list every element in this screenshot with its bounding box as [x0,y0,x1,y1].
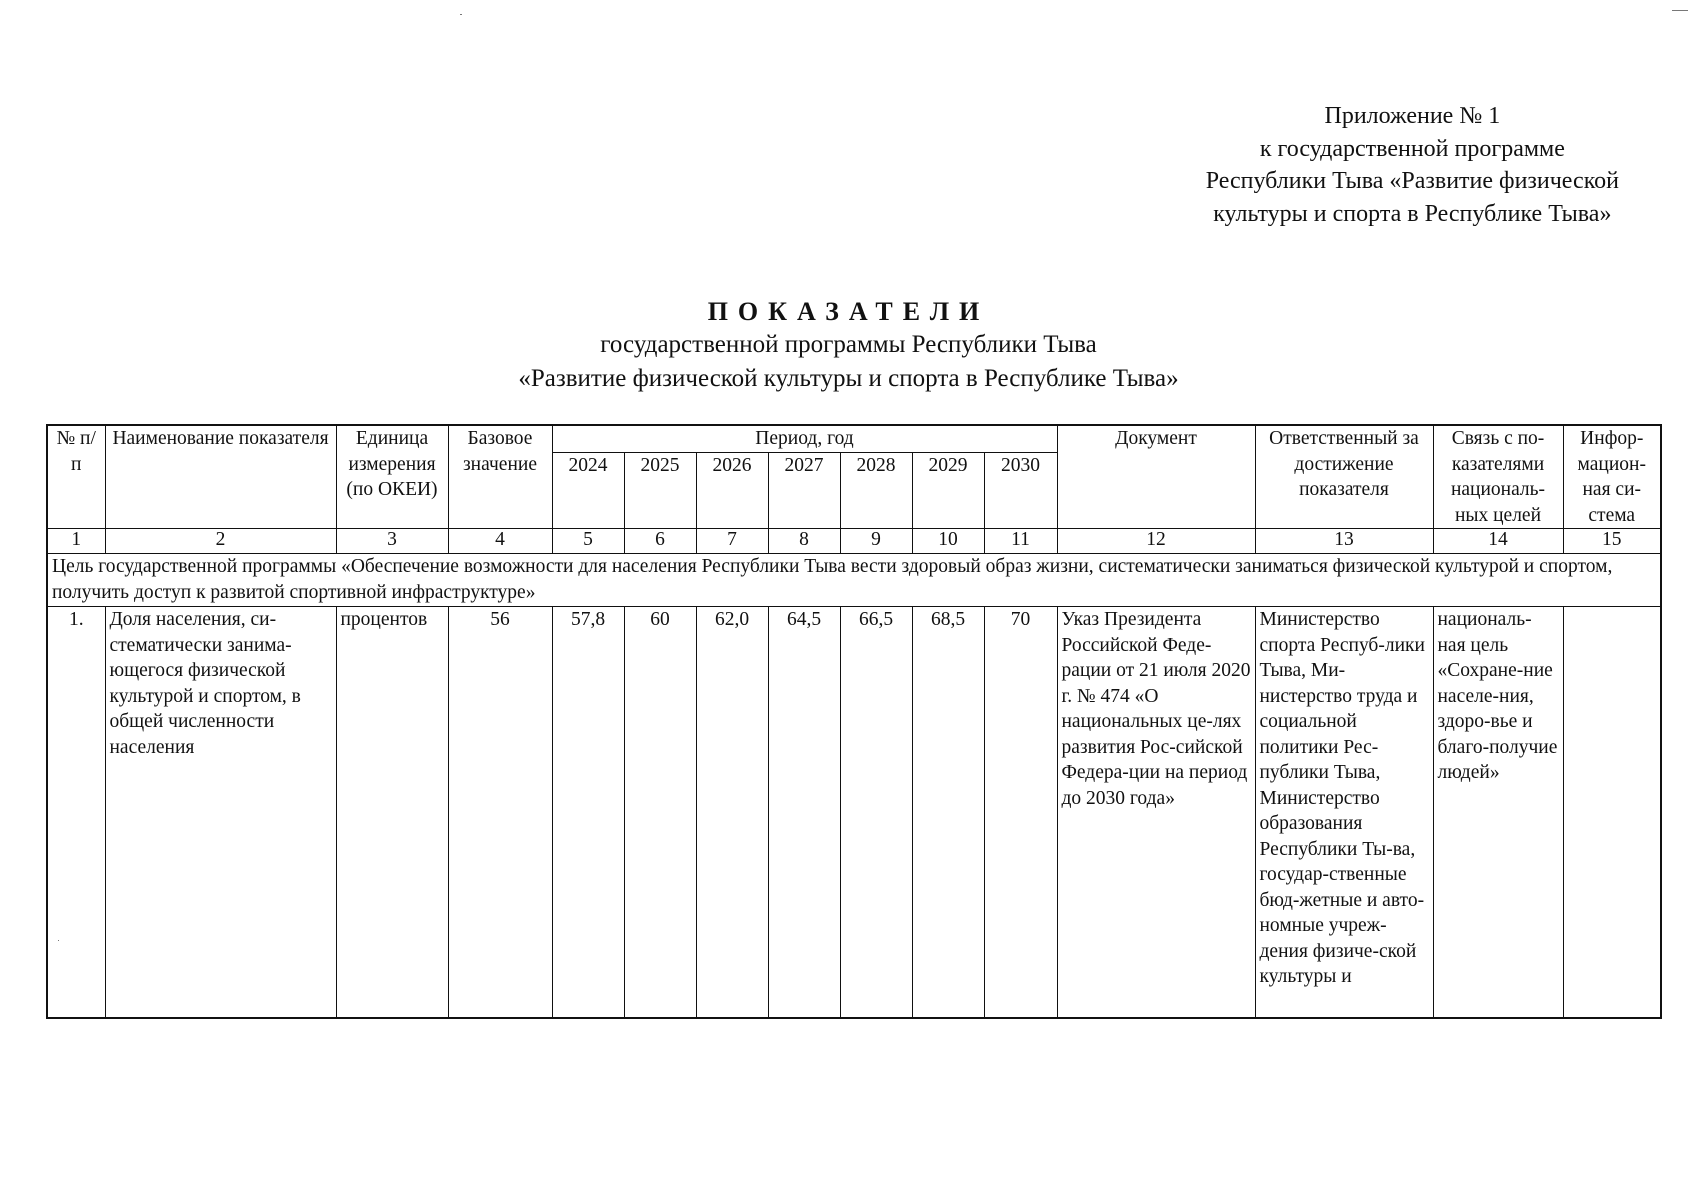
appendix-block [1206,100,1619,230]
header-year: 2025 [624,453,696,529]
program-goal: Цель государственной программы «Обеспечение возможности для населения Республики Тыва вести здоровый образ жизни, систематически заниматься физической культурой и спортом, получить доступ к развитой спортивной инфраструктуре» [47,554,1661,607]
appendix-line-1: Приложение № 1 [1324,103,1501,129]
col-number: 15 [1563,529,1661,554]
row-name: Доля населения, си-стематически занима-ющегося физической культурой и спортом, в общей численности населения [105,607,336,1019]
page-subtitle-2: «Развитие физической культуры и спорта в Республике Тыва» [518,365,1179,392]
header-year: 2024 [552,453,624,529]
col-number: 10 [912,529,984,554]
row-value-2026: 62,0 [696,607,768,1019]
header-num: № п/п [47,425,105,529]
row-value-2025: 60 [624,607,696,1019]
page-subtitle-1: государственной программы Республики Тыва [600,331,1097,358]
header-link: Связь с по-казателями националь-ных целей [1433,425,1563,529]
column-number-row [47,529,1661,554]
appendix-line-2: к государственной программе [1259,135,1565,162]
row-unit: процентов [336,607,448,1019]
col-number: 2 [105,529,336,554]
header-year: 2028 [840,453,912,529]
row-national-goal-link: националь-ная цель «Сохране-ние населе-ния, здоро-вье и благо-получие людей» [1433,607,1563,1019]
col-number: 9 [840,529,912,554]
col-number: 3 [336,529,448,554]
appendix-line-4: культуры и спорта в Республике Тыва» [1213,200,1612,227]
row-document: Указ Президента Российской Феде-рации от 21 июля 2020 г. № 474 «О национальных це-лях развития Рос-сийской Федера-ции на период до 2030 года» [1057,607,1255,1019]
col-number: 7 [696,529,768,554]
row-info-system [1563,607,1661,1019]
title-block [0,296,1697,396]
row-base: 56 [448,607,552,1019]
col-number: 6 [624,529,696,554]
table-row [47,607,1661,1019]
header-unit: Единица измерения (по ОКЕИ) [336,425,448,529]
goal-row [47,554,1661,607]
header-year: 2029 [912,453,984,529]
col-number: 8 [768,529,840,554]
col-number: 12 [1057,529,1255,554]
header-base: Базовое значение [448,425,552,529]
col-number: 5 [552,529,624,554]
header-name: Наименование показателя [105,425,336,529]
scan-speck [58,940,59,941]
row-value-2029: 68,5 [912,607,984,1019]
row-value-2030: 70 [984,607,1057,1019]
header-year: 2026 [696,453,768,529]
indicators-table [46,424,1662,1019]
col-number: 11 [984,529,1057,554]
header-row-1 [47,425,1661,453]
col-number: 13 [1255,529,1433,554]
col-number: 4 [448,529,552,554]
scan-speck [460,14,462,15]
header-info: Инфор-мацион-ная си-стема [1563,425,1661,529]
header-year: 2030 [984,453,1057,529]
header-period: Период, год [552,425,1057,453]
row-value-2024: 57,8 [552,607,624,1019]
appendix-line-3: Республики Тыва «Развитие физической [1205,168,1619,194]
scan-speck [1672,10,1688,11]
row-value-2027: 64,5 [768,607,840,1019]
header-doc: Документ [1057,425,1255,529]
header-resp: Ответственный за достижение показателя [1255,425,1433,529]
col-number: 1 [47,529,105,554]
col-number: 14 [1433,529,1563,554]
row-value-2028: 66,5 [840,607,912,1019]
header-year: 2027 [768,453,840,529]
page-title: ПОКАЗАТЕЛИ [707,297,990,326]
row-responsible: Министерство спорта Респуб-лики Тыва, Ми-нистерство труда и социальной политики Рес-публики Тыва, Министерство образования Республики Ты-ва, государ-ственные бюд-жетные и авто-номные учреж-дения физиче-ской культуры и [1255,607,1433,1019]
row-num: 1. [47,607,105,1019]
